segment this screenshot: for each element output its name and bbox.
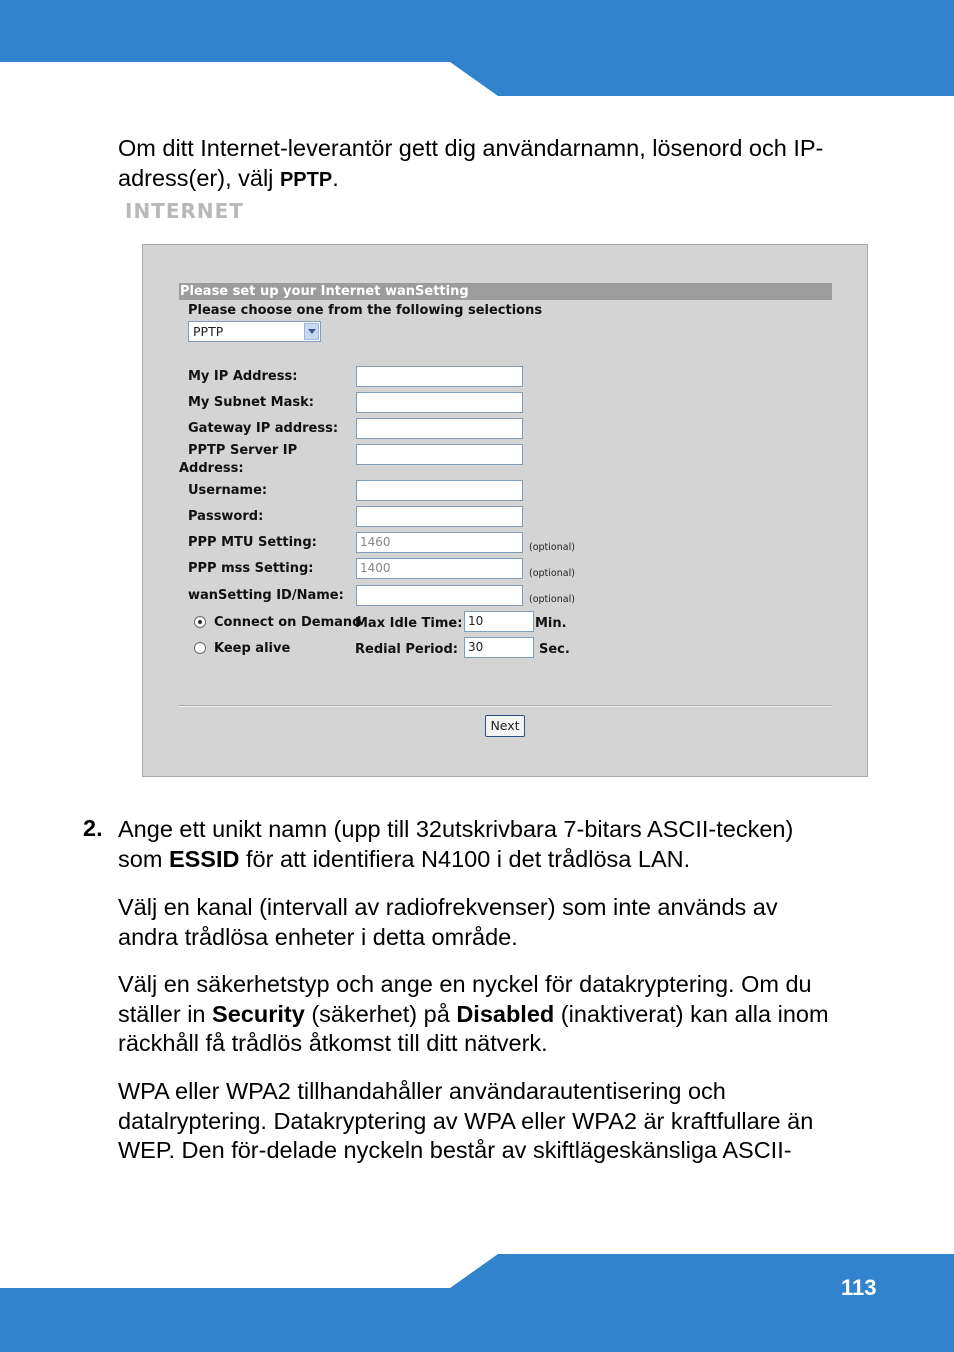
my-ip-input[interactable] [356, 366, 523, 387]
max-idle-label: Max Idle Time: [355, 616, 463, 631]
connection-type-select[interactable]: PPTP [188, 321, 321, 342]
mss-optional-note: (optional) [529, 568, 575, 579]
form-divider [179, 705, 832, 707]
pptp-server-input[interactable] [356, 444, 523, 465]
next-button[interactable]: Next [485, 715, 525, 737]
bottom-band [0, 1252, 954, 1352]
mss-label: PPP mss Setting: [188, 561, 314, 576]
gateway-label: Gateway IP address: [188, 421, 339, 436]
redial-unit: Sec. [539, 642, 570, 657]
redial-label: Redial Period: [355, 642, 458, 657]
subnet-mask-label: My Subnet Mask: [188, 395, 314, 410]
top-band [0, 0, 954, 100]
mss-input[interactable]: 1400 [356, 558, 523, 579]
max-idle-unit: Min. [535, 616, 567, 631]
form-subheader: Please choose one from the following selections [188, 303, 543, 318]
connect-on-demand-radio[interactable] [194, 616, 206, 628]
form-header-bar: Please set up your Internet wanSetting [179, 283, 832, 300]
wan-id-optional-note: (optional) [529, 594, 575, 605]
keep-alive-radio[interactable] [194, 642, 206, 654]
gateway-input[interactable] [356, 418, 523, 439]
screenshot-title: INTERNET [125, 199, 244, 223]
redial-input[interactable]: 30 [464, 637, 534, 658]
connect-on-demand-label: Connect on Demand [214, 615, 362, 630]
step-number: 2. [83, 815, 103, 841]
step2-paragraph-2: Välj en kanal (intervall av radiofrekvenser) som inte används av andra trådlösa enheter i detta område. [118, 894, 778, 950]
pptp-server-label: PPTP Server IP [188, 443, 298, 458]
chevron-down-icon[interactable] [304, 323, 319, 340]
router-screenshot [142, 244, 868, 777]
password-label: Password: [188, 509, 264, 524]
username-input[interactable] [356, 480, 523, 501]
mtu-optional-note: (optional) [529, 542, 575, 553]
wan-id-label: wanSetting ID/Name: [188, 588, 344, 603]
subnet-mask-input[interactable] [356, 392, 523, 413]
username-label: Username: [188, 483, 268, 498]
max-idle-input[interactable]: 10 [464, 611, 534, 632]
step2-paragraph-1: Ange ett unikt namn (upp till 32utskrivbara 7-bitars ASCII-tecken) som ESSID för att identifiera N4100 i det trådlösa LAN. [118, 816, 794, 872]
mtu-input[interactable]: 1460 [356, 532, 523, 553]
mtu-label: PPP MTU Setting: [188, 535, 317, 550]
step2-paragraph-3: Välj en säkerhetstyp och ange en nyckel för datakryptering. Om du ställer in Security (säkerhet) på Disabled (inaktiverat) kan alla inom räckhåll få trådlös åtkomst till ditt nätverk. [118, 971, 829, 1056]
page-number: 113 [841, 1275, 877, 1300]
my-ip-label: My IP Address: [188, 369, 298, 384]
password-input[interactable] [356, 506, 523, 527]
pptp-server-label-cont: Address: [179, 461, 244, 476]
wan-id-input[interactable] [356, 585, 523, 606]
intro-paragraph: Om ditt Internet-leverantör gett dig användarnamn, lösenord och IP- adress(er), välj PPTP. [118, 135, 824, 191]
step2-paragraph-4: WPA eller WPA2 tillhandahåller användarautentisering och datalryptering. Datakryptering av WPA eller WPA2 är kraftfullare än WEP. Den för-delade nyckeln består av skiftlägeskänsliga ASCII- [118, 1078, 814, 1163]
keep-alive-label: Keep alive [214, 641, 291, 656]
